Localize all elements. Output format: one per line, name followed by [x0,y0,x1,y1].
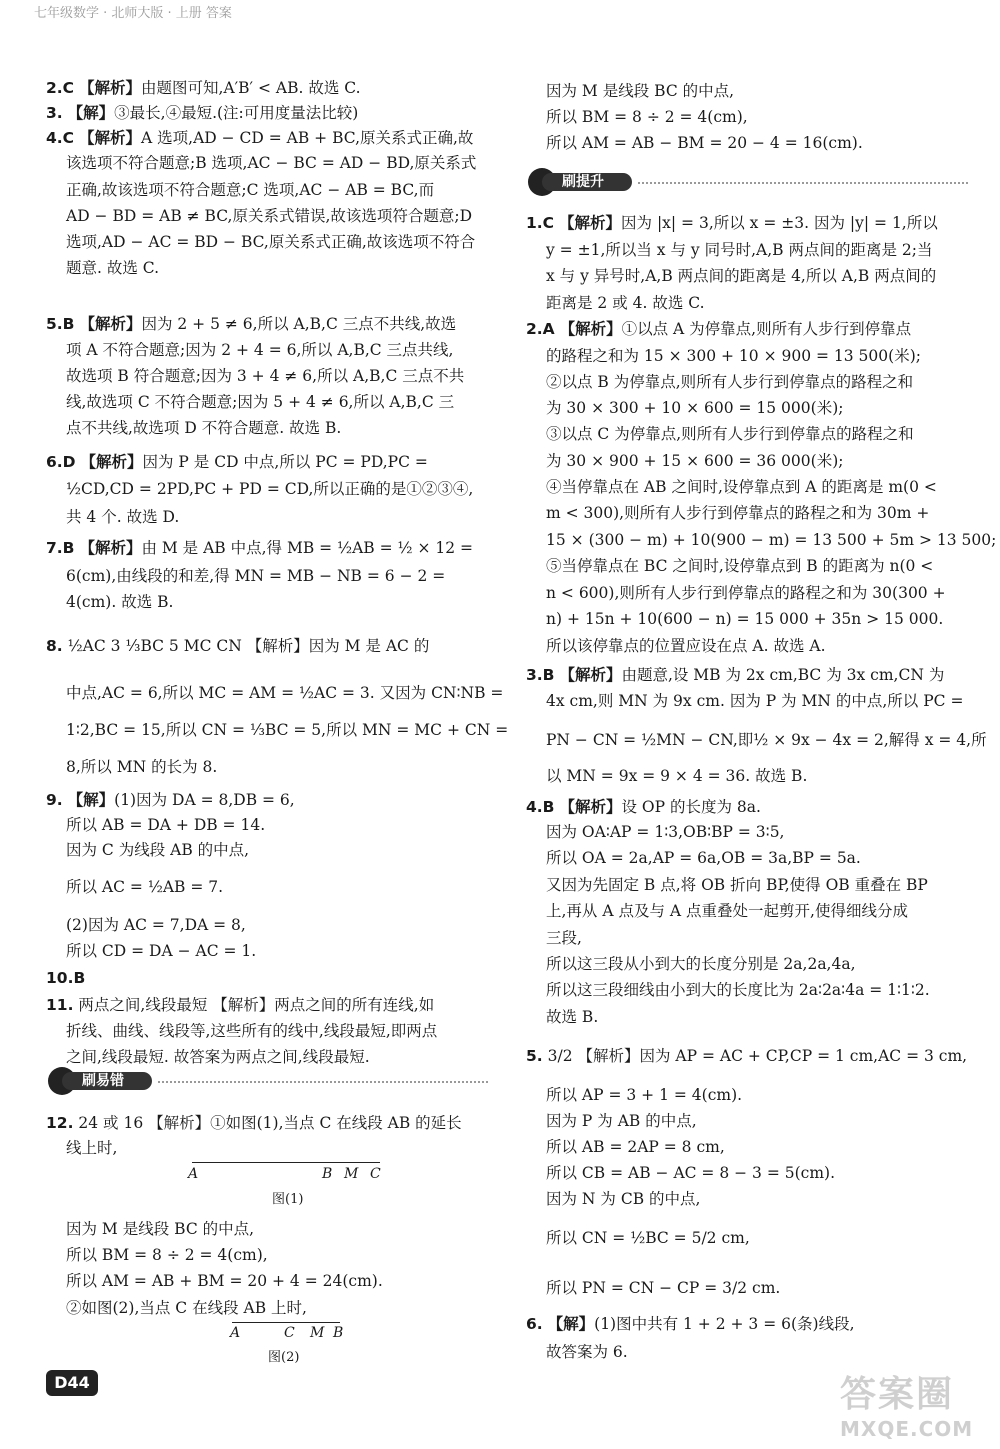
analysis-tag: 【解析】 [79,129,142,147]
line-text: 因为 OA∶AP = 1∶3,OB∶BP = 3∶5, [546,823,785,841]
right-line [546,530,996,550]
question-number: 10.B [46,969,86,987]
fig1-label-c: C [370,1166,381,1182]
line-text: 点不共线,故选项 D 不符合题意. 故选 B. [66,419,342,437]
line-text: 因为 C 为线段 AB 的中点, [66,841,250,859]
left-line [46,636,429,656]
right-line [546,477,937,497]
line-text: (1)图中共有 1 + 2 + 3 = 6(条)线段, [594,1315,855,1333]
right-line [546,556,933,576]
left-line [66,1298,307,1318]
line-text: 为 30 × 300 + 10 × 600 = 15 000(米); [546,399,844,417]
line-text: 项 A 不符合题意;因为 2 + 4 = 6,所以 A,B,C 三点共线, [66,341,454,359]
line-text: ⑤当停靠点在 BC 之间时,设停靠点到 B 的距离为 n(0 < [546,557,934,575]
left-line [66,1271,383,1291]
analysis-tag: 【解析】 [79,315,142,333]
line-text: 所以 AB = 2AP = 8 cm, [546,1138,725,1156]
question-number: 5.B [46,315,75,333]
left-line [66,720,508,740]
question-number: 3. [46,104,63,122]
left-line [46,790,295,810]
fig1-label-b: B [322,1166,333,1182]
line-text: 由题图可知,A′B′ < AB. 故选 C. [141,79,361,97]
question-number: 1.C [526,214,555,232]
fig1-label-a: A [188,1166,199,1182]
right-line [546,730,987,750]
left-line [66,1047,370,1067]
question-number: 6. [526,1315,543,1333]
left-line [66,915,246,935]
line-text: AD − BD = AB ≠ BC,原关系式错误,故该选项符合题意;D [66,207,473,225]
right-line [546,875,928,895]
right-line [546,1189,700,1209]
analysis-tag: 【解析】 [559,666,622,684]
analysis-tag: 【解析】 [79,539,142,557]
left-line [46,1113,462,1133]
line-text: m < 300),则所有人步行到停靠点的路程之和为 30m + [546,504,930,522]
line-text: 设 OP 的长度为 8a. [621,798,761,816]
right-line [546,372,913,392]
line-text: 因为 M 是线段 BC 的中点, [546,82,735,100]
section-banner-error [48,1067,488,1095]
right-line [546,424,914,444]
line-text: 所以 CN = ½BC = 5/2 cm, [546,1229,750,1247]
right-line [546,901,908,921]
left-line [66,840,249,860]
left-line [46,314,456,334]
line-text: 题意. 故选 C. [66,259,160,277]
right-line [546,240,932,260]
line-text: 4(cm). 故选 B. [66,593,174,611]
line-text: 所以 AM = AB + BM = 20 + 4 = 24(cm). [66,1272,383,1290]
line-text: 线上时, [66,1139,118,1157]
right-line [546,1278,780,1298]
analysis-tag: 【解析】 [559,320,622,338]
line-text: 线,故选项 C 不符合题意;因为 5 + 4 ≠ 6,所以 A,B,C 三 [66,393,455,411]
line-text: 中点,AC = 6,所以 MC = AM = ½AC = 3. 又因为 CN∶NB = [66,684,504,702]
right-line [546,928,582,948]
fig2-caption: 图(2) [268,1350,300,1365]
line-text: 所以 CB = AB − AC = 8 − 3 = 5(cm). [546,1164,836,1182]
right-line [526,319,911,339]
left-line [66,153,476,173]
right-line [546,107,748,127]
question-number: 5. [526,1047,543,1065]
line-text: 折线、曲线、线段等,这些所有的线中,线段最短,即两点 [66,1022,438,1040]
line-text: 1∶2,BC = 15,所以 CN = ⅓BC = 5,所以 MN = MC + CN = [66,721,509,739]
right-line [546,1137,725,1157]
right-line [546,954,856,974]
left-line [66,418,341,438]
right-line [546,980,930,1000]
fig2-label-c: C [284,1325,295,1341]
line-text: ½AC 3 ⅓BC 5 MC CN 【解析】因为 M 是 AC 的 [67,637,430,655]
right-line [546,636,826,656]
fig1-caption: 图(1) [272,1192,304,1207]
right-line [546,1111,697,1131]
line-text: 共 4 个. 故选 D. [66,508,180,526]
right-line [546,293,705,313]
line-text: 选项,AD − AC = BD − BC,原关系式正确,故该选项不符合 [66,233,476,251]
analysis-tag: 【解】 [547,1315,595,1333]
line-text: 上,再从 A 点及与 A 点重叠处一起剪开,使得细线分成 [546,902,908,920]
line-text: 所以 BM = 8 ÷ 2 = 4(cm), [546,108,748,126]
left-line [66,592,173,612]
fig2-label-a: A [230,1325,241,1341]
line-text: 所以 OA = 2a,AP = 6a,OB = 3a,BP = 5a. [546,849,861,867]
line-text: 6(cm),由线段的和差,得 MN = MB − NB = 6 − 2 = [66,567,446,585]
line-text: A 选项,AD − CD = AB + BC,原关系式正确,故 [141,129,474,147]
line-text: 故答案为 6. [546,1343,628,1361]
right-line [546,691,963,711]
left-line [66,392,454,412]
fig2-label-b: B [333,1325,344,1341]
right-line [526,797,761,817]
question-number: 6.D [46,453,76,471]
left-line [66,507,179,527]
right-line [546,503,929,523]
page-number: D44 [46,1370,98,1396]
line-text: 所以 AM = AB − BM = 20 − 4 = 16(cm). [546,134,863,152]
left-line [46,538,473,558]
left-line [66,815,265,835]
line-text: 的路程之和为 15 × 300 + 10 × 900 = 13 500(米); [546,347,921,365]
right-line [546,1228,750,1248]
line-text: 之间,线段最短. 故答案为两点之间,线段最短. [66,1048,370,1066]
right-line [526,1046,967,1066]
line-text: 所以 BM = 8 ÷ 2 = 4(cm), [66,1246,268,1264]
left-line [46,968,85,988]
left-line [66,180,434,200]
line-text: 所以这三段从小到大的长度分别是 2a,2a,4a, [546,955,856,973]
left-line [66,941,256,961]
question-number: 8. [46,637,63,655]
analysis-tag: 【解】 [67,791,115,809]
line-text: 故选 B. [546,1008,599,1026]
line-text: 所以 PN = CN − CP = 3/2 cm. [546,1279,781,1297]
analysis-tag: 【解析】 [559,214,622,232]
line-text: 三段, [546,929,582,947]
line-text: 因为 |x| = 3,所以 x = ±3. 因为 |y| = 1,所以 [621,214,938,232]
running-header: 七年级数学 · 北师大版 · 上册 答案 [34,6,232,21]
line-text: 因为 M 是线段 BC 的中点, [66,1220,255,1238]
analysis-tag: 【解析】 [559,798,622,816]
left-line [66,479,473,499]
line-text: x 与 y 异号时,A,B 两点间的距离是 4,所以 A,B 两点间的 [546,267,937,285]
right-line [546,822,785,842]
line-text: 距离是 2 或 4. 故选 C. [546,294,705,312]
line-text: 该选项不符合题意;B 选项,AC − BC = AD − BD,原关系式 [66,154,477,172]
line-text: 所以该停靠点的位置应设在点 A. 故选 A. [546,637,826,655]
left-line [66,566,445,586]
question-number: 3.B [526,666,555,684]
line-text: 所以 AB = DA + DB = 14. [66,816,266,834]
line-text: 因为 N 为 CB 的中点, [546,1190,701,1208]
right-line [546,81,734,101]
line-text: 所以 CD = DA − AC = 1. [66,942,257,960]
left-line [46,128,473,148]
line-text: 所以这三段细线由小到大的长度比为 2a∶2a∶4a = 1∶1∶2. [546,981,930,999]
section-banner-improve [528,168,968,196]
right-line [546,1163,835,1183]
left-line [66,757,217,777]
left-line [66,1138,117,1158]
left-line [66,1219,254,1239]
left-line [66,1021,437,1041]
line-text: 正确,故该选项不符合题意;C 选项,AC − AB = BC,而 [66,181,435,199]
question-number: 2.A [526,320,555,338]
line-text: 故选项 B 符合题意;因为 3 + 4 ≠ 6,所以 A,B,C 三点不共 [66,367,465,385]
line-text: 所以 AC = ½AB = 7. [66,878,224,896]
line-text: 由题意,设 MB 为 2x cm,BC 为 3x cm,CN 为 [621,666,945,684]
analysis-tag: 【解析】 [80,453,143,471]
line-text: n < 600),则所有人步行到停靠点的路程之和为 30(300 + [546,584,946,602]
line-text: ④当停靠点在 AB 之间时,设停靠点到 A 的距离是 m(0 < [546,478,937,496]
right-line [546,848,861,868]
line-text: 又因为先固定 B 点,将 OB 折向 BP,使得 OB 重叠在 BP [546,876,928,894]
right-line [546,1342,628,1362]
left-line [66,340,453,360]
line-text: (1)因为 DA = 8,DB = 6, [114,791,295,809]
line-text: y = ±1,所以当 x 与 y 同号时,A,B 两点间的距离是 2;当 [546,241,933,259]
left-line [46,103,358,123]
right-line [546,1085,742,1105]
right-line [546,266,936,286]
right-line [546,609,943,629]
left-line [46,78,361,98]
watermark-logo [840,1366,990,1444]
right-line [546,451,843,471]
line-text: n) + 15n + 10(600 − n) = 15 000 + 35n > 15 000. [546,610,944,628]
right-line [546,1007,598,1027]
line-text: ②以点 B 为停靠点,则所有人步行到停靠点的路程之和 [546,373,914,391]
line-text: ③最长,④最短.(注:可用度量法比较) [114,104,359,122]
right-line [546,346,921,366]
fig1-label-m: M [344,1166,359,1182]
fig2-label-m: M [310,1325,325,1341]
line-text: 8,所以 MN 的长为 8. [66,758,218,776]
line-text: ②如图(2),当点 C 在线段 AB 上时, [66,1299,307,1317]
question-number: 2.C [46,79,75,97]
question-number: 4.B [526,798,555,816]
line-text: ③以点 C 为停靠点,则所有人步行到停靠点的路程之和 [546,425,914,443]
question-number: 4.C [46,129,75,147]
right-line [546,133,863,153]
line-text: 由 M 是 AB 中点,得 MB = ½AB = ½ × 12 = [141,539,474,557]
question-number: 9. [46,791,63,809]
watermark-text: 答案圈 [840,1374,955,1415]
line-text: (2)因为 AC = 7,DA = 8, [66,916,246,934]
question-number: 11. [46,996,74,1014]
right-line [526,665,944,685]
line-text: 两点之间,线段最短 【解析】两点之间的所有连线,如 [78,996,435,1014]
analysis-tag: 【解析】 [79,79,142,97]
left-line [66,366,464,386]
left-line [46,452,428,472]
line-text: 4x cm,则 MN 为 9x cm. 因为 P 为 MN 的中点,所以 PC = [546,692,964,710]
question-number: 12. [46,1114,74,1132]
line-text: 为 30 × 900 + 15 × 600 = 36 000(米); [546,452,844,470]
line-text: 15 × (300 − m) + 10(900 − m) = 13 500 + 5m > 13 500; [546,531,997,549]
section-title-improve: 刷提升 [542,173,632,191]
left-line [66,232,475,252]
question-number: 7.B [46,539,75,557]
right-line [546,766,807,786]
section-title-error: 刷易错 [62,1072,152,1090]
line-text: 以 MN = 9x = 9 × 4 = 36. 故选 B. [546,767,808,785]
left-line [66,1245,268,1265]
line-text: 所以 AP = 3 + 1 = 4(cm). [546,1086,743,1104]
line-text: PN − CN = ½MN − CN,即½ × 9x − 4x = 2,解得 x = 4,所 [546,731,987,749]
line-text: 因为 2 + 5 ≠ 6,所以 A,B,C 三点不共线,故选 [141,315,457,333]
left-line [66,258,159,278]
line-text: ①以点 A 为停靠点,则所有人步行到停靠点 [621,320,912,338]
right-line [526,213,938,233]
left-line [66,877,223,897]
left-line [66,683,503,703]
analysis-tag: 【解】 [67,104,115,122]
right-line [546,398,843,418]
line-text: 3/2 【解析】因为 AP = AC + CP,CP = 1 cm,AC = 3 cm, [547,1047,968,1065]
line-text: 因为 P 为 AB 的中点, [546,1112,697,1130]
left-line [46,995,434,1015]
watermark-url: MXQE.COM [840,1417,974,1441]
line-text: 因为 P 是 CD 中点,所以 PC = PD,PC = [142,453,428,471]
right-line [546,583,946,603]
left-line [66,206,472,226]
line-text: ½CD,CD = 2PD,PC + PD = CD,所以正确的是①②③④, [66,480,474,498]
line-text: 24 或 16 【解析】①如图(1),当点 C 在线段 AB 的延长 [78,1114,462,1132]
right-line [526,1314,855,1334]
